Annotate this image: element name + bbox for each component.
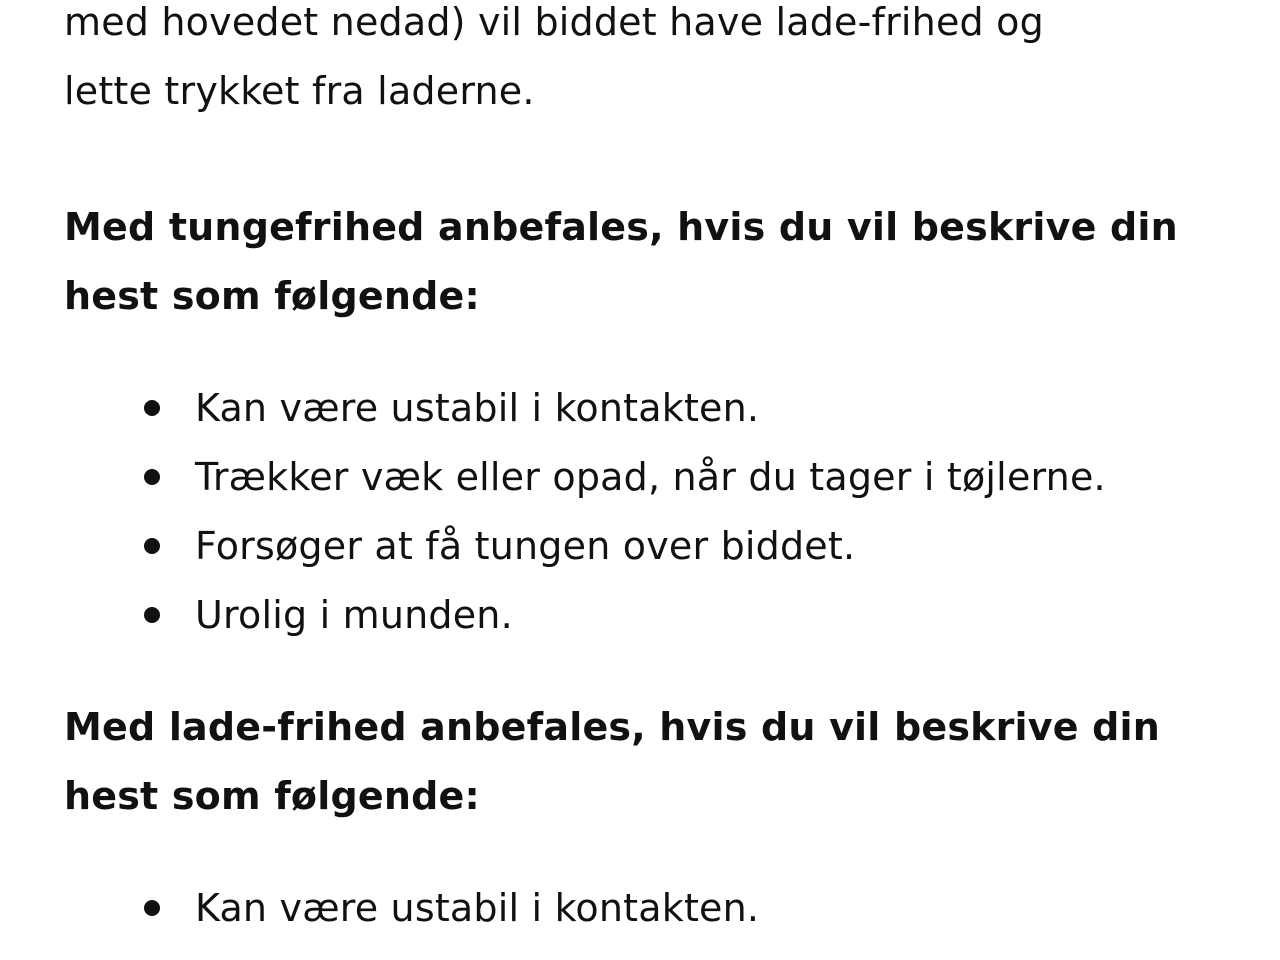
section-heading-tongue-freedom bbox=[64, 193, 1244, 331]
intro-line-2: lette trykket fra laderne. bbox=[64, 69, 535, 113]
bullet-icon bbox=[144, 538, 160, 554]
list-item-text: Urolig i munden. bbox=[195, 593, 513, 637]
spacer bbox=[64, 331, 1244, 374]
spacer bbox=[64, 650, 1244, 693]
intro-paragraph bbox=[64, 0, 1244, 126]
list-item bbox=[64, 874, 1244, 943]
bullet-list-bar-freedom bbox=[64, 874, 1244, 943]
intro-line-1: med hovedet nedad) vil biddet have lade-frihed og bbox=[64, 0, 1044, 44]
list-item bbox=[64, 443, 1244, 512]
bullet-icon bbox=[144, 607, 160, 623]
heading-line-2: hest som følgende: bbox=[64, 774, 480, 818]
list-item bbox=[64, 374, 1244, 443]
bullet-icon bbox=[144, 469, 160, 485]
list-item-text: Kan være ustabil i kontakten. bbox=[195, 886, 760, 930]
list-item-text: Trækker væk eller opad, når du tager i tøjlerne. bbox=[195, 455, 1106, 499]
heading-line-1: Med tungefrihed anbefales, hvis du vil beskrive din bbox=[64, 205, 1178, 249]
bullet-icon bbox=[144, 900, 160, 916]
heading-line-2: hest som følgende: bbox=[64, 274, 480, 318]
spacer bbox=[64, 126, 1244, 193]
heading-line-1: Med lade-frihed anbefales, hvis du vil beskrive din bbox=[64, 705, 1161, 749]
section-heading-bar-freedom bbox=[64, 693, 1244, 831]
spacer bbox=[64, 831, 1244, 874]
list-item bbox=[64, 512, 1244, 581]
list-item-text: Forsøger at få tungen over biddet. bbox=[195, 524, 856, 568]
list-item-text: Kan være ustabil i kontakten. bbox=[195, 386, 760, 430]
list-item bbox=[64, 581, 1244, 650]
article-body bbox=[64, 0, 1244, 943]
bullet-list-tongue-freedom bbox=[64, 374, 1244, 650]
bullet-icon bbox=[144, 400, 160, 416]
